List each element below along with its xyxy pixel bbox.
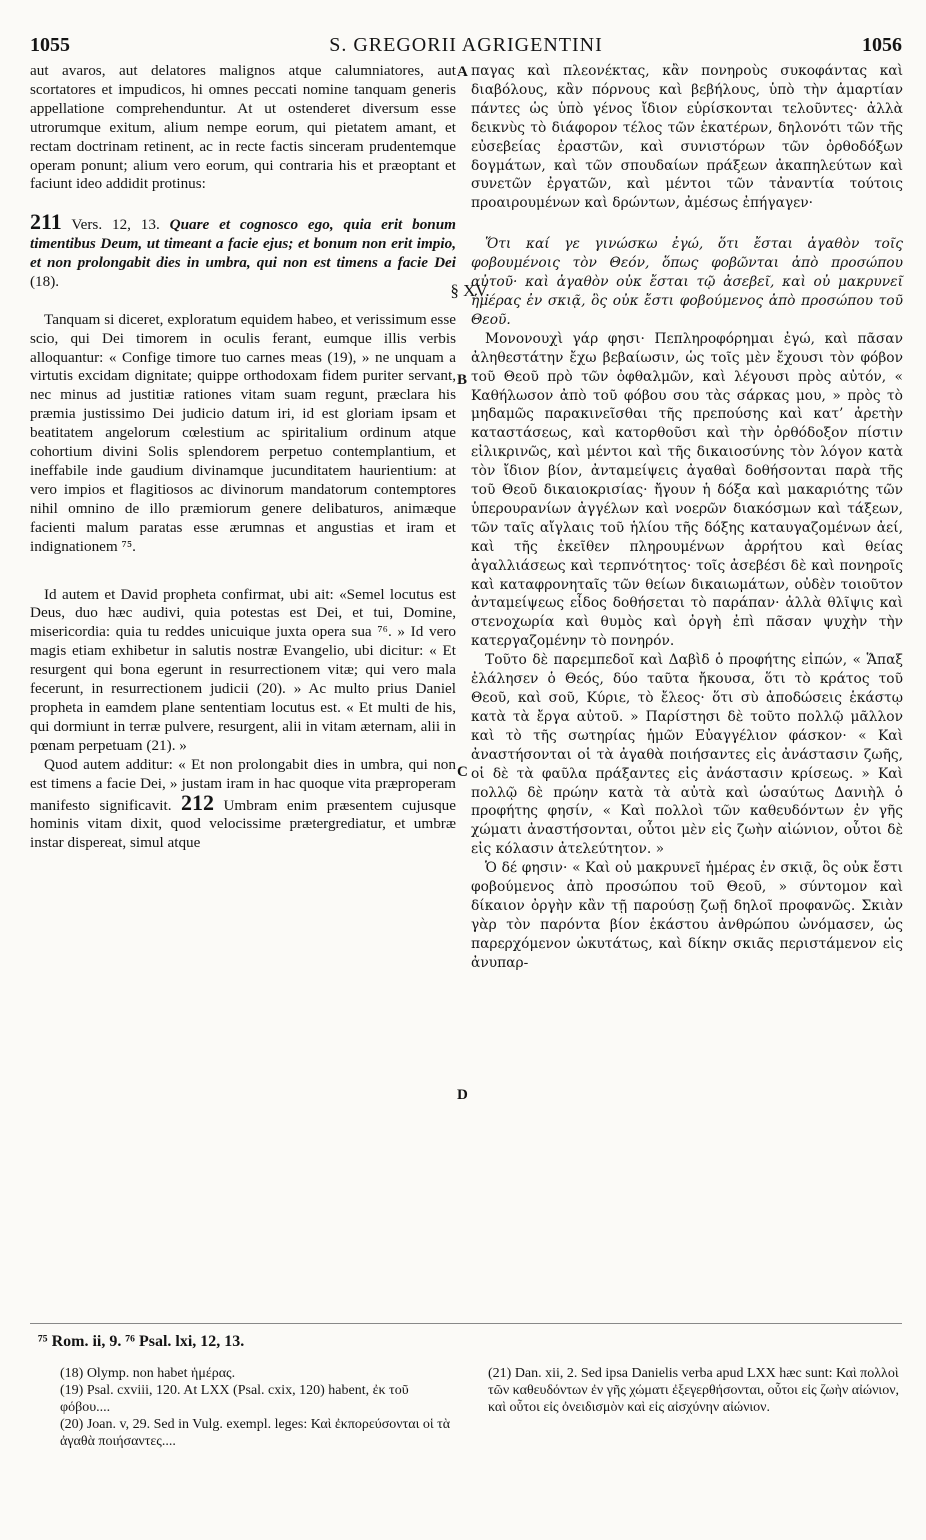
greek-verse: Ὅτι καί γε γινώσκω ἐγώ, ὅτι ἔσται ἀγαθὸν τοῖς φοβουμένοις τὸν Θεόν, ὅπως φοβῶνται ἀπὸ προσώπου αὐτοῦ· καὶ ἀγαθὸν οὐκ ἔσται τῷ ἀσεβεῖ, καὶ οὐ μακρυνεῖ ἡμέρας ἐν σκιᾷ, ὃς οὐκ ἔστι φοβούμενος ἀπὸ προσώπου τοῦ Θεοῦ. bbox=[471, 236, 903, 328]
footnote-19: (19) Psal. cxviii, 120. At LXX (Psal. cxix, 120) habent, ἐκ τοῦ φόβου.... bbox=[60, 1383, 409, 1415]
footnote-18: (18) Olymp. non habet ἡμέρας. bbox=[60, 1366, 236, 1381]
greek-paragraph-4: Ὁ δέ φησιν· « Καὶ οὐ μακρυνεῖ ἡμέρας ἐν σκιᾷ, ὃς οὐκ ἔστι φοβούμενος ἀπὸ προσώπου τοῦ Θεοῦ, » σύντομον καὶ δίκαιον ὀργὴν κἂν τῇ παρούσῃ ζωῇ δηλοῖ προφανῶς. Σκιὰν γὰρ τὸν παρόντα βίον ἑκάστου ἀνθρώπου ὠνόμασεν, ὡς παρερχόμενον ὠκυτάτως, καὶ δίκην σκιᾶς περιστάμενον εἰς ἀνυπαρ- bbox=[471, 860, 903, 971]
page-header bbox=[30, 30, 902, 60]
latin-paragraph-4 bbox=[30, 756, 456, 854]
page-number-right: 1056 bbox=[862, 34, 902, 56]
greek-paragraph-3: Τοῦτο δὲ παρεμπεδοῖ καὶ Δαβὶδ ὁ προφήτης εἰπών, « Ἅπαξ ἐλάλησεν ὁ Θεός, δύο ταῦτα ἤκουσα, ὅτι τὸ κράτος τοῦ Θεοῦ, καὶ σοῦ, Κύριε, τὸ ἔλεος· ὅτι σὺ ἀποδώσεις ἑκάστῳ κατὰ τὰ ἔργα αὐτοῦ. » Παρίστησι δὲ τοῦτο πολλῷ μᾶλλον καὶ τὸ τῆς σωτηρίας ἡμῶν Εὐαγγέλιον φάσκον· « Καὶ ἀναστήσονται οἱ τὰ ἀγαθὰ ποιήσαντες εἰς ἀνάστασιν ζωῆς, οἱ δὲ τὰ φαῦλα πράξαντες εἰς ἀνάστασιν κρίσεως. » Καὶ πολλῷ δὲ πρώην κατὰ τὰ αὐτὰ καὶ ὡσαύτως Δανιὴλ ὁ προφήτης φησίν, « Καὶ πολλοὶ τῶν καθευδόντων ἐν γῆς χώματι ἀναστήσονται, οὗτοι μὲν εἰς ζωὴν αἰώνιον, οὗτοι δὲ εἰς κόλασιν ἀτελεύτητον. » bbox=[471, 652, 903, 858]
page-number-left: 1055 bbox=[30, 34, 70, 56]
latin-paragraph-2: Tanquam si diceret, exploratum equidem habeo, et verissimum esse scio, qui Dei timorem in oculis ferant, eumque illis verbis alloquantur: « Confige timore tuo carnes meas (19), » ne unquam a virtutis excidam dignitate; quippe orthodoxam fidem puriter servant, nec minus ad justitiæ rationes vitam suam regunt, præclara his præmia justissimo Dei judicio datum iri, id est gloriam ipsam et beatitatem angelorum cœlestium ac spiritalium ordinum atque cohortium divini Solis splendorem perpetuo contemplantium, et ineffabile inde gaudium divinamque jucunditatem haurientium: at vero impios et flagitiosos ac divinorum mandatorum contemptores nihil omnino de illo præmiorum genere delibaturos, animæque facienti malum paratas esse ærumnas et angustias et iram et indignationem ⁷⁵. bbox=[30, 310, 456, 555]
verse-note-ref: (18). bbox=[30, 272, 60, 290]
latin-paragraph-1: aut avaros, aut delatores malignos atque calumniatores, aut scortatores et impudicos, hi omnes peccati nomine tanquam generis appellatione comprehenduntur. At ut ostenderet diversum esse utrorumque exitum, alium nempe eorum, qui pietatem amant, et rectam doctrinam retinent, ac in recte factis sinceram prudentemque operam ponunt; alium vero eorum, qui contraria his et præoptant et faciunt ideo addidit protinus: bbox=[30, 62, 456, 193]
section-heading: § XV. bbox=[450, 281, 490, 300]
footnotes-right bbox=[488, 1365, 900, 1416]
greek-column bbox=[471, 62, 903, 973]
verse-text: Quare et cognosco ego, quia erit bonum timentibus Deum, ut timeant a facie ejus; et bonum non erit impio, et non prolongabit dies in umbra, qui non est timens a facie Dei bbox=[30, 216, 456, 272]
scripture-references: ⁷⁵ Rom. ii, 9. ⁷⁶ Psal. lxi, 12, 13. bbox=[38, 1333, 245, 1350]
footnote-20: (20) Joan. v, 29. Sed in Vulg. exempl. leges: Καὶ ἐκπορεύσονται οἱ τὰ ἀγαθὰ ποιήσαντες.... bbox=[60, 1417, 451, 1449]
margin-letter-c: C bbox=[457, 764, 468, 780]
latin-column bbox=[30, 62, 456, 853]
greek-paragraph-1: παγας καὶ πλεονέκτας, κἂν πονηροὺς συκοφάντας καὶ διαβόλους, κἂν πόρνους καὶ βεβήλους, ὑπὸ τὴν ἁμαρτίαν πάντες ὡς ὑπὸ γένος ἴδιον εὑρίσκονται τελοῦντες· ἀλλὰ δεικνὺς τὸ διάφορον τέλος τῶν ἑκατέρων, δηλονότι τῶν τῆς εὐσεβείας ἐραστῶν, καὶ συνιστόρων τῶν ὀρθοδόξων δογμάτων, καὶ τῶν σπουδαίων πράξεων ἀκαπηλεύτων καὶ συνετῶν ἐργατῶν, καὶ μέντοι τῶν τἀναντία τούτοις προαιρουμένων καὶ δρώντων, ἀμέσως ἐπήγαγεν· bbox=[471, 63, 903, 212]
running-title: S. GREGORII AGRIGENTINI bbox=[329, 34, 603, 56]
latin-paragraph-4-start: Quod autem additur: « Et non prolongabit dies in umbra, qui non est timens a facie Dei, » justam iram in hac quoque vita præproperam manifesto significavit. bbox=[30, 755, 456, 814]
margin-letter-b: B bbox=[457, 372, 468, 388]
column-number-211: 211 bbox=[30, 209, 62, 235]
latin-paragraph-4-end: Umbram enim præsentem cujusque hominis vitam dixit, quod velocissime prætergrediatur, et umbræ instar dispereat, simul atque bbox=[30, 796, 456, 852]
margin-letter-a: A bbox=[457, 64, 468, 80]
footnote-divider bbox=[30, 1323, 902, 1324]
margin-letter-d: D bbox=[457, 1087, 468, 1103]
verse-reference: Vers. 12, 13. bbox=[61, 216, 170, 234]
latin-paragraph-3: Id autem et David propheta confirmat, ubi ait: «Semel locutus est Deus, duo hæc audivi, quia potestas est Dei, et tui, Domine, misericordia: quia tu reddes unicuique juxta opera sua ⁷⁶. » Id vero magis etiam exhibetur in salutis nostræ Evangelio, ubi dicitur: « Et resurgent qui bona egerunt in resurrectionem vitæ; qui vero mala fecerunt, in resurrectionem judicii (20). » Ac multo prius Daniel propheta in eamdem plane sententiam locutus est. « Et multi de his, qui dormiunt in terræ pulvere, resurgent, alii in vitam æternam, alii in pœnam perpetuam (21). » bbox=[30, 585, 456, 754]
footnote-21: (21) Dan. xii, 2. Sed ipsa Danielis verba apud LXX hæc sunt: Καὶ πολλοὶ τῶν καθευδόντων ἐν γῆς χώματι ἐξεγερθήσονται, οὗτοι εἰς ζωὴν αἰώνιον, καὶ οὗτοι εἰς ὀνειδισμὸν καὶ εἰς αἰσχύνην αἰώνιον. bbox=[488, 1366, 900, 1415]
latin-verse bbox=[30, 209, 456, 292]
greek-paragraph-2: Μονονουχὶ γάρ φησι· Πεπληροφόρημαι ἐγώ, καὶ πᾶσαν ἀληθεστάτην ἔχω βεβαίωσιν, ὡς τοῖς μὲν ἔχουσι τὸν φόβον τοῦ Θεοῦ πρὸ τῶν ὀφθαλμῶν, καὶ λέγουσι πρὸς αὐτόν, « Καθήλωσον ἀπὸ τοῦ φόβου σου τὰς σάρκας μου, » πρὸς τὸ μηδαμῶς παρακινεῖσθαι τῆς πρεπούσης καὶ κατ’ ἀρετὴν καταστάσεως, καὶ κατορθοῦσι καὶ τὴν ὀρθόδοξον πίστιν εἰλικρινῶς, καὶ μέντοι καὶ τῆς δικαιοσύνης τὸν λόγον κατὰ τὸν ἴδιον βίον, ἀνταμείψεις ἀγαθαὶ δοθήσονται παρὰ τῆς τοῦ Θεοῦ δικαιοκρισίας· ἤγουν ἡ δόξα καὶ μακαριότης τῶν ὑπερουρανίων ἀγγέλων καὶ νοερῶν διακόσμων καὶ τάξεων, τῶν ταῖς αἴγλαις τοῦ ἡλίου τῆς δόξης καταυγαζομένων ἀεί, καὶ τῆς ἐκεῖθεν πληρουμένων ἀρρήτου καὶ θείας ἀγαλλιάσεως καὶ τερπνότητος· τοῖς ἀσεβέσι δὲ καὶ πονηροῖς καὶ καταφρονηταῖς τῶν θείων δικαιωμάτων, οὐδὲν τοιοῦτον ἀνταμείψεως εἶδος δοθήσεται τὸ παράπαν· ἀλλὰ θλῖψις καὶ στενοχωρία καὶ θυμὸς καὶ ὀργὴ ἐπὶ πᾶσαν ψυχὴν τὴν κατεργαζομένην τὸ πονηρόν. bbox=[471, 330, 903, 650]
footnotes-left bbox=[60, 1365, 456, 1450]
column-number-212: 212 bbox=[180, 789, 214, 815]
